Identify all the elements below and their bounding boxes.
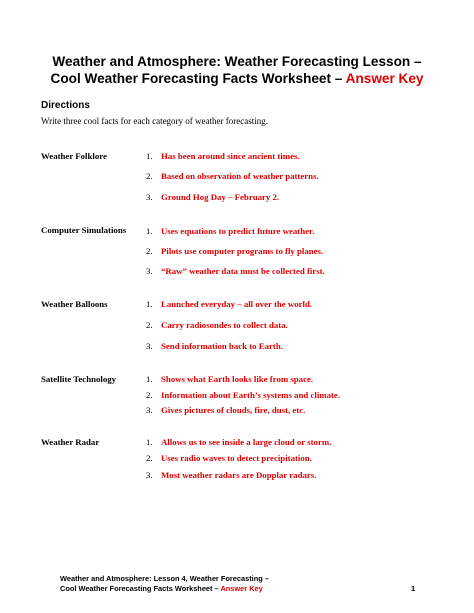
title-line-1: Weather and Atmosphere: Weather Forecasting Lesson –	[52, 54, 422, 69]
fact-text: Has been around since ancient times.	[161, 151, 300, 161]
fact-number: 1.	[146, 299, 153, 309]
fact-item	[146, 470, 316, 480]
fact-item	[146, 192, 279, 202]
fact-number: 2.	[146, 390, 153, 400]
fact-number: 2.	[146, 246, 153, 256]
page-number: 1	[411, 584, 416, 593]
fact-item	[146, 453, 312, 463]
title-worksheet-name: Cool Weather Forecasting Facts Worksheet –	[50, 71, 346, 86]
fact-number: 3.	[146, 405, 153, 415]
fact-item	[146, 374, 313, 384]
fact-number: 1.	[146, 374, 153, 384]
category-label-weather-radar: Weather Radar	[41, 437, 100, 447]
category-label-satellite-technology: Satellite Technology	[41, 374, 117, 384]
fact-item	[146, 151, 300, 161]
category-label-computer-simulations: Computer Simulations	[41, 225, 127, 235]
fact-text: Carry radiosondes to collect data.	[161, 320, 288, 330]
fact-text: “Raw” weather data must be collected first.	[161, 266, 325, 276]
fact-number: 3.	[146, 266, 153, 276]
category-label-weather-balloons: Weather Balloons	[41, 299, 108, 309]
directions-heading: Directions	[41, 100, 90, 111]
directions-text: Write three cool facts for each category of weather forecasting.	[41, 116, 269, 126]
footer-answer-key: Answer Key	[220, 584, 263, 593]
page-footer	[60, 574, 269, 594]
fact-number: 2.	[146, 171, 153, 181]
page-title	[0, 53, 474, 87]
fact-text: Based on observation of weather patterns.	[161, 171, 319, 181]
fact-number: 2.	[146, 453, 153, 463]
title-answer-key: Answer Key	[345, 71, 424, 86]
fact-item	[146, 246, 323, 256]
fact-number: 2.	[146, 320, 153, 330]
fact-text: Launched everyday – all over the world.	[161, 299, 313, 309]
fact-number: 3.	[146, 470, 153, 480]
fact-item	[146, 226, 314, 236]
fact-number: 1.	[146, 437, 153, 447]
fact-text: Pilots use computer programs to fly planes.	[161, 246, 324, 256]
fact-item	[146, 266, 325, 276]
fact-text: Gives pictures of clouds, fire, dust, etc.	[161, 405, 306, 415]
fact-item	[146, 405, 305, 415]
fact-item	[146, 299, 312, 309]
fact-number: 3.	[146, 192, 153, 202]
fact-item	[146, 390, 340, 400]
fact-text: Shows what Earth looks like from space.	[161, 374, 314, 384]
fact-item	[146, 437, 331, 447]
fact-text: Ground Hog Day – February 2.	[161, 192, 280, 202]
fact-text: Uses radio waves to detect precipitation.	[161, 453, 312, 463]
footer-line-2	[60, 584, 269, 594]
fact-number: 3.	[146, 341, 153, 351]
fact-text: Most weather radars are Dopplar radars.	[161, 470, 317, 480]
fact-item	[146, 341, 283, 351]
fact-number: 1.	[146, 151, 153, 161]
title-line-2	[0, 70, 474, 87]
fact-number: 1.	[146, 226, 153, 236]
fact-text: Allows us to see inside a large cloud or storm.	[161, 437, 332, 447]
fact-item	[146, 171, 319, 181]
fact-text: Send information back to Earth.	[161, 341, 283, 351]
category-label-weather-folklore: Weather Folklore	[41, 151, 107, 161]
fact-item	[146, 320, 288, 330]
footer-worksheet-name: Cool Weather Forecasting Facts Worksheet –	[60, 584, 221, 593]
footer-line-1: Weather and Atmosphere: Lesson 4, Weather Forecasting –	[60, 574, 269, 583]
fact-text: Information about Earth’s systems and climate.	[161, 390, 341, 400]
fact-text: Uses equations to predict future weather.	[161, 226, 315, 236]
